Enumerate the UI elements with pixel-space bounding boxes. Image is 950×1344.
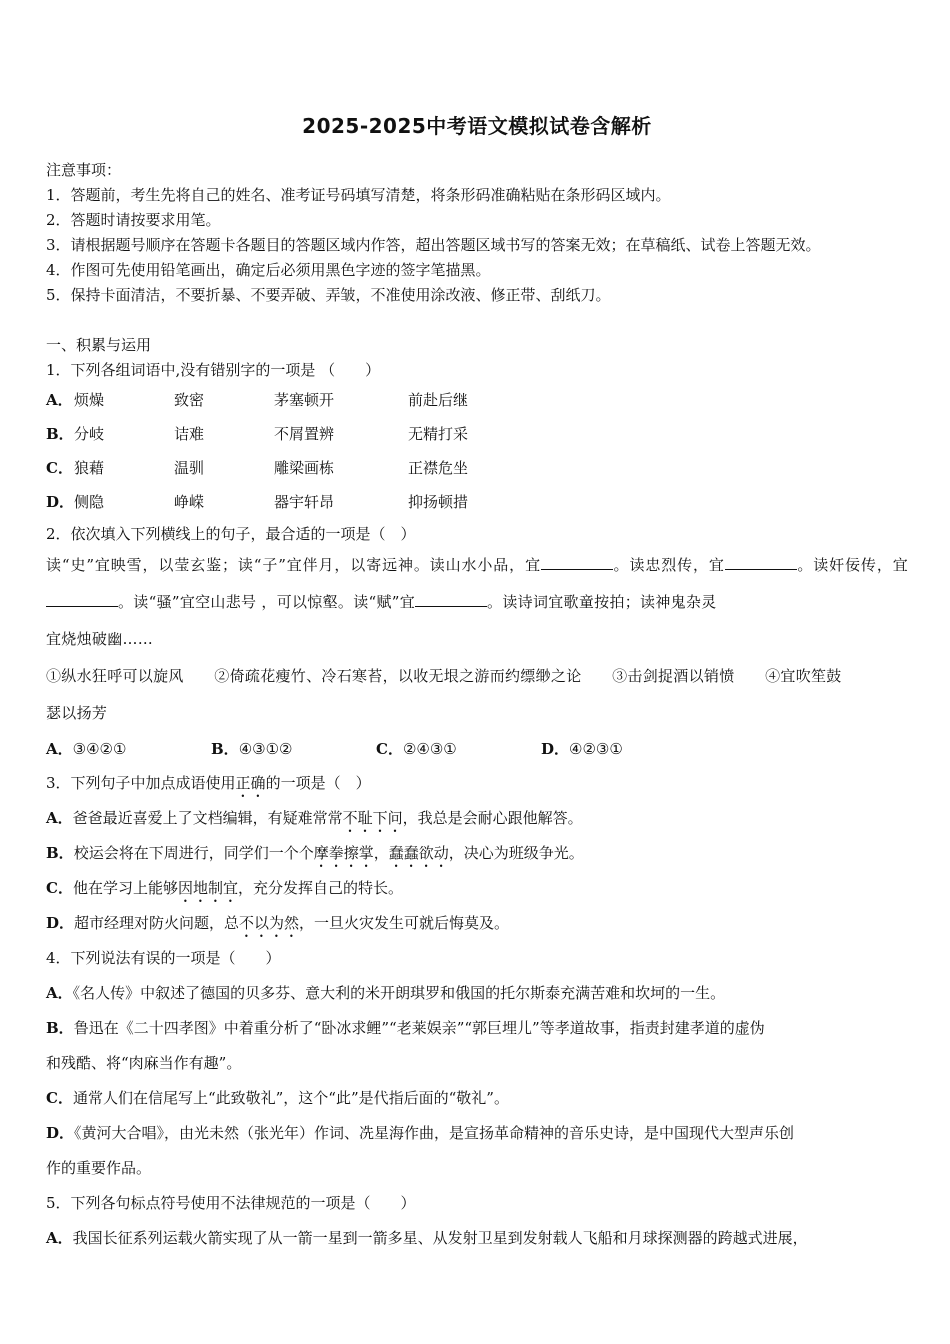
option-text: ，决心为班级争光。 [448, 844, 584, 862]
option-text: 《黄河大合唱》，由光未然（张光年）作词、冼星海作曲，是宣扬革命精神的音乐史诗，是中国现代大型声乐创 [74, 1124, 795, 1142]
notice-item-1: 1．答题前，考生先将自己的姓名、准考证号码填写清楚，将条形码准确粘贴在条形码区域内。 [46, 186, 671, 204]
q2-choice-c [376, 732, 541, 766]
fill-blank [541, 551, 613, 570]
q2-choice-b [211, 732, 376, 766]
q5-option-a [46, 1221, 908, 1256]
q3-option-a [46, 801, 908, 836]
dotted-idiom: 不以为然 [239, 914, 300, 932]
q2-sentences [46, 658, 908, 732]
option-word: 狼藉 [74, 459, 105, 477]
option-text: ，我总是会耐心跟他解答。 [402, 809, 583, 827]
question-2-stem: 2．依次填入下列横线上的句子，最合适的一项是（ ） [46, 525, 416, 543]
q4-option-d [46, 1116, 908, 1151]
q2-passage [46, 547, 908, 658]
option-word: 不屑置辨 [274, 425, 335, 443]
q4-option-a [46, 976, 908, 1011]
option-label: A． [46, 391, 73, 409]
option-text: 校运会将在下周进行，同学们一个个 [73, 844, 314, 862]
option-label: C． [46, 1089, 73, 1107]
notice-item-5: 5．保持卡面清洁，不要折暴、不要弄破、弄皱，不准使用涂改液、修正带、刮纸刀。 [46, 286, 611, 304]
option-word: 前赴后继 [408, 391, 469, 409]
option-text: ，一旦火灾发生可就后悔莫及。 [299, 914, 510, 932]
section-heading: 一、积累与运用 [46, 336, 152, 354]
option-word: 烦燥 [74, 391, 105, 409]
choice-label: B． [211, 740, 239, 758]
passage-text: 。读 [796, 556, 830, 574]
option-word: 分岐 [74, 425, 105, 443]
q4-option-d-cont: 作的重要作品。 [46, 1159, 152, 1177]
q4-option-b [46, 1011, 908, 1046]
q1-option-d [46, 485, 908, 519]
notice-item-2: 2．答题时请按要求用笔。 [46, 211, 221, 229]
q2-choice-d [541, 732, 706, 766]
q2-choice-a [46, 732, 211, 766]
option-text: 鲁迅在《二十四孝图》中着重分析了“卧冰求鲤”“老莱娱亲”“郭巨埋儿”等孝道故事，指责封建孝道的虚伪 [73, 1019, 765, 1037]
fill-blank [415, 588, 487, 607]
passage-text: 。读“骚”宜空山悲号 ，可以惊壑。读“赋”宜 [118, 593, 416, 611]
question-1-stem: 1．下列各组词语中,没有错别字的一项是 （ ） [46, 361, 381, 379]
option-word: 温驯 [174, 459, 205, 477]
option-word: 抑扬顿措 [408, 493, 469, 511]
dotted-idiom: 因地制宜 [177, 879, 238, 897]
notice-heading: 注意事项： [46, 161, 122, 179]
q4-option-c [46, 1081, 908, 1116]
choice-label: C． [376, 740, 403, 758]
option-label: A． [46, 809, 73, 827]
sentence-list: 瑟以扬芳 [46, 704, 108, 722]
dotted-idiom: 摩拳擦掌，蠢蠢欲动 [313, 844, 449, 862]
passage-text: 读“史”宜映雪，以莹玄鉴；读“子”宜伴月，以寄远神。读山水小品，宜 [46, 556, 541, 574]
option-word: 峥嵘 [174, 493, 205, 511]
option-text: 超市经理对防火问题，总 [74, 914, 240, 932]
q4-option-b-cont: 和残酷、将“肉麻当作有趣”。 [46, 1054, 242, 1072]
option-text: ，充分发挥自己的特长。 [237, 879, 403, 897]
choice-label: D． [541, 740, 570, 758]
option-text: 我国长征系列运载火箭实现了从一箭一星到一箭多星、从发射卫星到发射载人飞船和月球探测器的跨越式进展， [72, 1229, 808, 1247]
dotted-idiom: 不耻下问 [342, 809, 403, 827]
passage-text: 。读诗词宜歌童按拍；读神鬼杂灵 [487, 593, 717, 611]
q3-option-d [46, 906, 908, 941]
option-text: 《名人传》中叙述了德国的贝多芬、意大利的米开朗琪罗和俄国的托尔斯泰充满苦难和坎坷的一生。 [72, 984, 726, 1002]
option-label: B． [46, 425, 74, 443]
stem-text: 3．下列句子中加点成语使用 [46, 774, 236, 792]
option-label: C． [46, 879, 73, 897]
question-5-stem: 5．下列各句标点符号使用不法律规范的一项是（ ） [46, 1194, 416, 1212]
stem-text: 的一项是（ ） [265, 774, 371, 792]
option-word: 无精打采 [408, 425, 469, 443]
sentence-list: ①纵水狂呼可以旋风 ②倚疏花瘦竹、冷石寒苔，以收无垠之游而约缥缈之论 ③击剑捉酒以销愤 ④宜吹笙鼓 [46, 667, 842, 685]
option-word: 茅塞顿开 [274, 391, 335, 409]
choice-text: ④②③① [569, 740, 623, 758]
option-label: C． [46, 459, 73, 477]
q3-option-c [46, 871, 908, 906]
question-4-stem: 4．下列说法有误的一项是（ ） [46, 949, 281, 967]
option-text: 他在学习上能够 [72, 879, 178, 897]
option-text: 通常人们在信尾写上“此致敬礼”，这个“此”是代指后面的“敬礼”。 [72, 1089, 509, 1107]
option-label: A． [46, 984, 73, 1002]
passage-text: 。读忠烈传，宜 [612, 556, 725, 574]
q1-option-b [46, 417, 908, 451]
option-label: D． [46, 493, 75, 511]
notice-item-4: 4．作图可先使用铅笔画出，确定后必须用黑色字迹的签字笔描黑。 [46, 261, 491, 279]
question-3-stem [46, 766, 908, 801]
fill-blank [46, 588, 118, 607]
option-label: A． [46, 1229, 73, 1247]
q3-option-b [46, 836, 908, 871]
choice-text: ②④③① [402, 740, 457, 758]
option-label: B． [46, 844, 74, 862]
option-label: D． [46, 1124, 75, 1142]
option-word: 正襟危坐 [408, 459, 469, 477]
fill-blank [725, 551, 797, 570]
option-label: D． [46, 914, 75, 932]
option-label: B． [46, 1019, 74, 1037]
option-word: 诘难 [174, 425, 205, 443]
option-word: 器宇轩昂 [274, 493, 335, 511]
option-word: 雕梁画栋 [274, 459, 335, 477]
option-word: 侧隐 [74, 493, 105, 511]
choice-text: ④③①② [238, 740, 293, 758]
choice-text: ③④②① [72, 740, 127, 758]
notice-item-3: 3．请根据题号顺序在答题卡各题目的答题区域内作答，超出答题区域书写的答案无效；在草稿纸、试卷上答题无效。 [46, 236, 821, 254]
choice-label: A． [46, 740, 73, 758]
q2-choices [46, 732, 908, 766]
page-title: 2025-2025中考语文模拟试卷含解析 [302, 114, 652, 138]
q1-option-c [46, 451, 908, 485]
stem-dotted-text: 正确 [235, 774, 266, 792]
passage-text: 奸佞传，宜 [829, 556, 909, 574]
exam-page [46, 108, 908, 1256]
option-word: 致密 [174, 391, 205, 409]
q1-option-a [46, 383, 908, 417]
passage-text: 宜烧烛破幽…… [46, 630, 154, 648]
option-text: 爸爸最近喜爱上了文档编辑，有疑难常常 [72, 809, 343, 827]
